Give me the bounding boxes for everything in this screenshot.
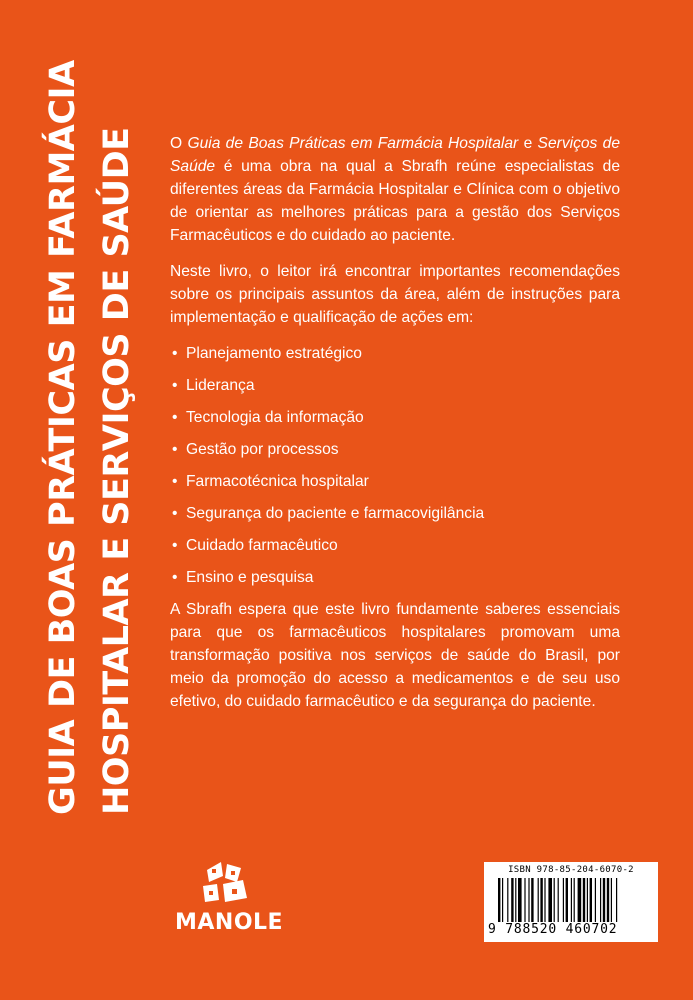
bullet-icon: • <box>172 377 178 394</box>
bullet-icon: • <box>172 505 178 522</box>
topic-label: Liderança <box>186 377 255 394</box>
topic-item <box>170 342 620 365</box>
topic-label: Segurança do paciente e farmacovigilância <box>186 505 485 522</box>
topic-item <box>170 502 620 525</box>
book-title: Guia de Boas Práticas em Farmácia Hospitalar <box>187 135 519 152</box>
topic-item <box>170 438 620 461</box>
bullet-icon: • <box>172 409 178 426</box>
barcode-bars <box>498 878 646 922</box>
blurb <box>170 132 620 726</box>
intro-conj: e <box>518 135 538 152</box>
topic-label: Gestão por processos <box>186 441 339 458</box>
spine-title-line-2: HOSPITALAR E SERVIÇOS DE SAÚDE <box>97 127 137 815</box>
bullet-icon: • <box>172 473 178 490</box>
topic-list <box>170 342 620 589</box>
book-title-2: Serviços de Saúde <box>170 135 620 175</box>
topic-item <box>170 566 620 589</box>
topic-label: Farmacotécnica hospitalar <box>186 473 369 490</box>
topic-item <box>170 406 620 429</box>
bullet-icon: • <box>172 537 178 554</box>
spine-title <box>30 35 150 815</box>
publisher-name: MANOLE <box>175 910 284 935</box>
topic-item <box>170 534 620 557</box>
intro-paragraph <box>170 132 620 247</box>
topic-label: Ensino e pesquisa <box>186 569 314 586</box>
publisher-emblem-icon <box>197 858 253 906</box>
topic-label: Cuidado farmacêutico <box>186 537 338 554</box>
spine-title-line-1: GUIA DE BOAS PRÁTICAS EM FARMÁCIA <box>43 60 83 815</box>
topics-intro-paragraph: Neste livro, o leitor irá encontrar importantes recomendações sobre os principais assuntos da área, além de instruções para implementação e qualificação de ações em: <box>170 263 620 326</box>
intro-lead: O <box>170 135 188 152</box>
topic-item <box>170 374 620 397</box>
topic-label: Tecnologia da informação <box>186 409 364 426</box>
closing-paragraph: A Sbrafh espera que este livro fundamente saberes essenciais para que os farmacêuticos hospitalares promovam uma transformação positiva nos serviços de saúde do Brasil, por meio da promoção do acesso a medicamentos e de seu uso efetivo, do cuidado farmacêutico e da segurança do paciente. <box>170 601 620 710</box>
intro-rest: é uma obra na qual a Sbrafh reúne especialistas de diferentes áreas da Farmácia Hospitalar e Clínica com o objetivo de orientar as melhores práticas para a gestão dos Serviços Farmacêuticos e do cuidado ao paciente. <box>170 158 620 244</box>
bullet-icon: • <box>172 441 178 458</box>
topic-item <box>170 470 620 493</box>
bullet-icon: • <box>172 345 178 362</box>
isbn-barcode <box>484 862 658 942</box>
topic-label: Planejamento estratégico <box>186 345 362 362</box>
isbn-label: ISBN 978-85-204-6070-2 <box>508 865 634 875</box>
bullet-icon: • <box>172 569 178 586</box>
publisher-logo <box>175 858 284 935</box>
barcode-digits: 9 788520 460702 <box>488 922 618 937</box>
